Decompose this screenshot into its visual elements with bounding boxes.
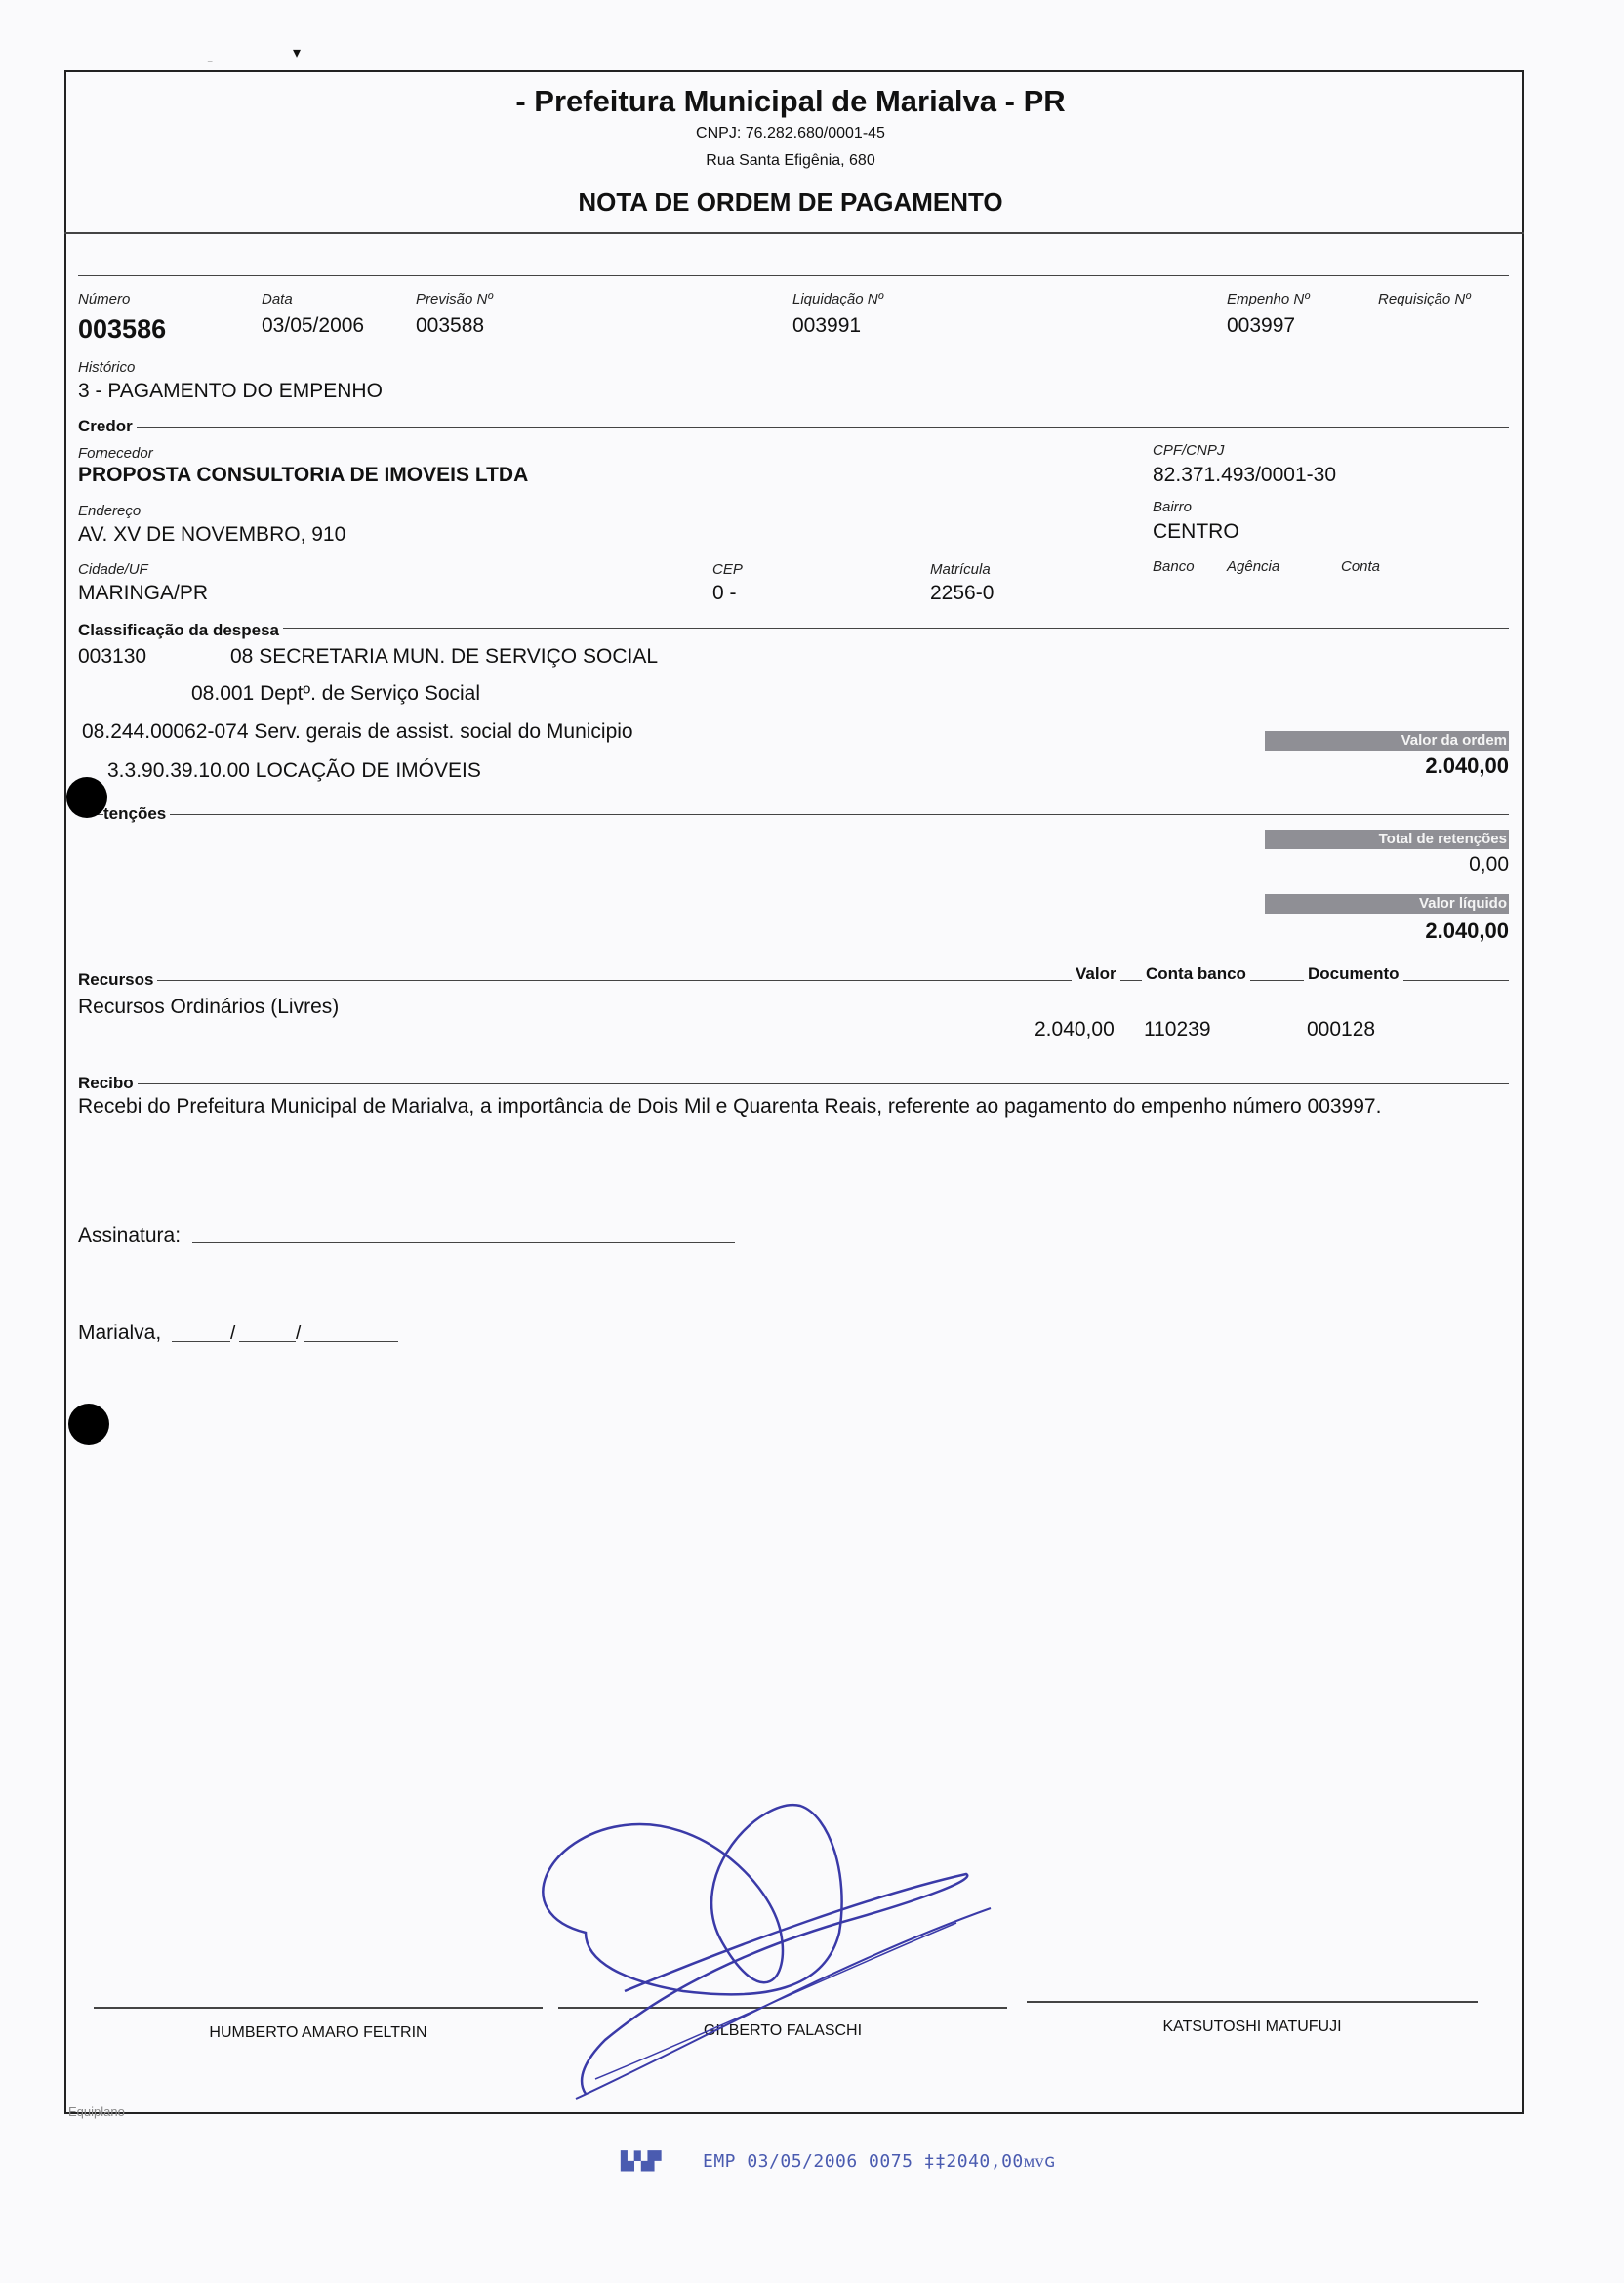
cep-label: CEP — [712, 561, 743, 578]
requisicao-label: Requisição Nº — [1378, 291, 1471, 307]
signatory-name: GILBERTO FALASCHI — [703, 2022, 863, 2039]
cep-value: 0 - — [712, 582, 737, 604]
bairro-value: CENTRO — [1153, 520, 1239, 543]
historico-value: 3 - PAGAMENTO DO EMPENHO — [78, 380, 383, 402]
fornecedor-value: PROPOSTA CONSULTORIA DE IMOVEIS LTDA — [78, 464, 529, 486]
previsao-label: Previsão Nº — [416, 291, 493, 307]
cnpj: CNPJ: 76.282.680/0001-45 — [696, 125, 885, 142]
valor-liquido: 2.040,00 — [1425, 918, 1509, 943]
brand-label: Equiplano — [68, 2104, 125, 2119]
local-label: Marialva, — [78, 1322, 162, 1344]
bank-stamp: EMP 03/05/2006 0075 ‡‡2040,00ᴍᴠɢ — [703, 2151, 1056, 2172]
cidade-label: Cidade/UF — [78, 561, 148, 578]
valor-ordem-label: Valor da ordem — [1265, 731, 1509, 751]
endereco-value: AV. XV DE NOVEMBRO, 910 — [78, 523, 346, 546]
signatory-name: KATSUTOSHI MATUFUJI — [1162, 2018, 1342, 2035]
recurso-valor: 2.040,00 — [1035, 1018, 1115, 1040]
section-classificacao: Classificação da despesa — [78, 621, 283, 640]
historico-label: Histórico — [78, 359, 136, 376]
bank-stamp-icon: ▙▚▛ — [621, 2151, 662, 2171]
date-separator: / — [230, 1323, 236, 1344]
documento-header: Documento — [1304, 964, 1403, 984]
total-retencoes-label: Total de retenções — [1265, 830, 1509, 849]
valor-liquido-label: Valor líquido — [1265, 894, 1509, 914]
cpf-value: 82.371.493/0001-30 — [1153, 464, 1337, 486]
page-title: - Prefeitura Municipal de Marialva - PR — [515, 84, 1066, 118]
matricula-value: 2256-0 — [930, 582, 995, 604]
valor-ordem: 2.040,00 — [1425, 754, 1509, 778]
previsao-value: 003588 — [416, 314, 485, 337]
agencia-label: Agência — [1227, 558, 1280, 575]
classificacao-code: 003130 — [78, 645, 147, 668]
elemento: 3.3.90.39.10.00 LOCAÇÃO DE IMÓVEIS — [107, 759, 481, 782]
empenho-label: Empenho Nº — [1227, 291, 1310, 307]
conta-banco-header: Conta banco — [1142, 964, 1250, 984]
section-recursos: Recursos — [78, 970, 157, 990]
total-retencoes: 0,00 — [1469, 853, 1509, 876]
endereco-label: Endereço — [78, 503, 142, 519]
section-credor: Credor — [78, 417, 137, 436]
programa: 08.244.00062-074 Serv. gerais de assist. social do Municipio — [82, 720, 633, 743]
empenho-value: 003997 — [1227, 314, 1296, 337]
numero-value: 003586 — [78, 314, 167, 344]
signatory-name: HUMBERTO AMARO FELTRIN — [209, 2024, 427, 2041]
recurso-descricao: Recursos Ordinários (Livres) — [78, 996, 340, 1018]
liquidacao-label: Liquidação Nº — [792, 291, 884, 307]
banco-label: Banco — [1153, 558, 1195, 575]
recibo-text: Recebi do Prefeitura Municipal de Marialva, a importância de Dois Mil e Quarenta Reais, referente ao pagamento do empenho número 003997. — [78, 1095, 1382, 1118]
numero-label: Número — [78, 291, 131, 307]
data-value: 03/05/2006 — [262, 314, 365, 337]
matricula-label: Matrícula — [930, 561, 991, 578]
bairro-label: Bairro — [1153, 499, 1193, 515]
recurso-documento: 000128 — [1307, 1018, 1376, 1040]
data-label: Data — [262, 291, 293, 307]
secretaria: 08 SECRETARIA MUN. DE SERVIÇO SOCIAL — [230, 645, 659, 668]
valor-header: Valor — [1072, 964, 1120, 984]
document-title: NOTA DE ORDEM DE PAGAMENTO — [578, 187, 1003, 217]
cpf-label: CPF/CNPJ — [1153, 442, 1225, 459]
recurso-conta: 110239 — [1144, 1018, 1211, 1040]
conta-label: Conta — [1341, 558, 1381, 575]
address: Rua Santa Efigênia, 680 — [706, 152, 875, 169]
section-recibo: Recibo — [78, 1074, 138, 1093]
scan-mark: ⁻ — [207, 57, 214, 70]
section-retencoes: tenções — [103, 804, 170, 824]
assinatura-label: Assinatura: — [78, 1224, 182, 1246]
cidade-value: MARINGA/PR — [78, 582, 209, 604]
date-separator: / — [296, 1323, 302, 1344]
fornecedor-label: Fornecedor — [78, 445, 153, 462]
liquidacao-value: 003991 — [792, 314, 862, 337]
departamento: 08.001 Deptº. de Serviço Social — [191, 682, 481, 705]
scan-mark: ▾ — [293, 45, 302, 61]
